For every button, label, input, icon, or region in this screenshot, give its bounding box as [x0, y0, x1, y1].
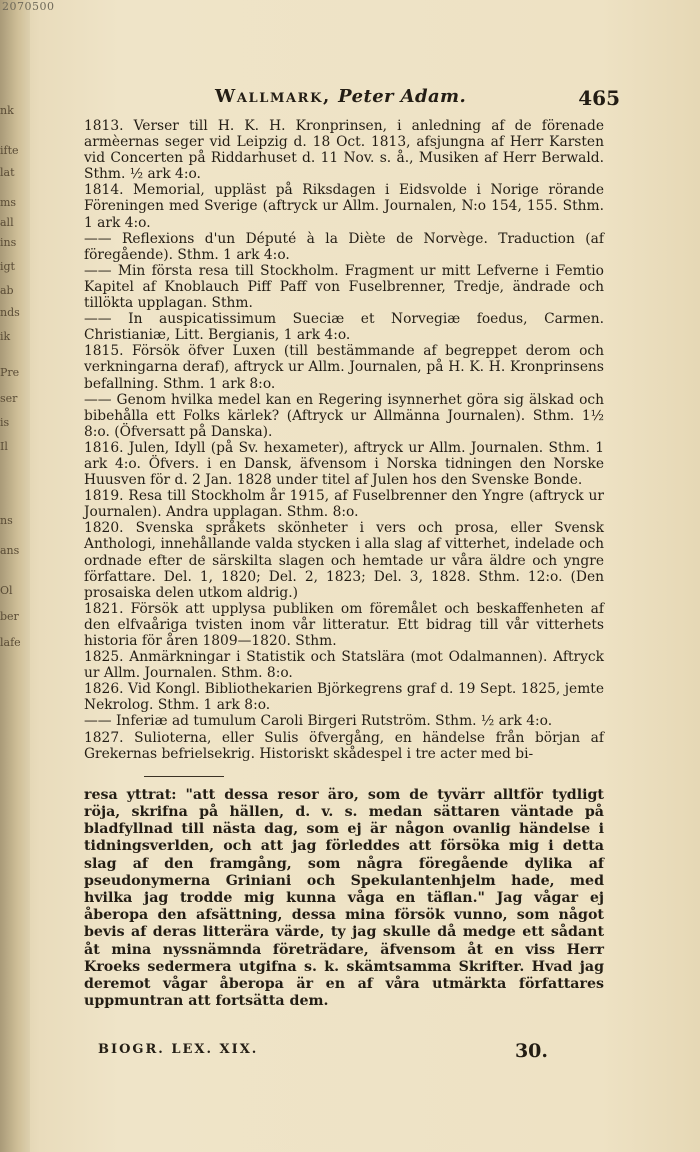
bleed-through-fragment: ns [0, 514, 13, 527]
bibliography-entry: —— Genom hvilka medel kan en Regering isynnerhet göra sig älskad och bibehålla ett Folks kärlek? (Aftryck ur Allmänna Journalen). Sthm. 1½ 8:o. (Öfversatt på Danska). [84, 391, 604, 440]
archive-stamp: 2070500 [2, 0, 55, 13]
bibliography-entry: —— Reflexions d'un Député à la Diète de Norvège. Traduction (af föregående). Sthm. 1 ark 4:o. [84, 230, 604, 263]
bleed-through-fragment: lat [0, 166, 15, 179]
bibliography-entry: —— Inferiæ ad tumulum Caroli Birgeri Rutström. Sthm. ½ ark 4:o. [84, 713, 553, 730]
bleed-through-fragment: is [0, 416, 10, 429]
bleed-through-fragment: ser [0, 392, 18, 405]
running-title [215, 86, 466, 107]
bibliography-entry: 1814. Memorial, uppläst på Riksdagen i Eidsvolde i Norige rörande Föreningen med Sverige (aftryck ur Allm. Journalen, N:o 154, 155. Sthm. 1 ark 4:o. [84, 182, 604, 231]
bleed-through-fragment: nds [0, 306, 20, 319]
bleed-through-fragment: ms [0, 196, 17, 209]
bleed-through-fragment: ik [0, 330, 11, 343]
signature-mark: BIOGR. LEX. XIX. [98, 1042, 259, 1057]
running-title-surname: Wallmark, [215, 86, 331, 107]
bibliography-entry: 1813. Verser till H. K. H. Kronprinsen, i anledning af de förenade armèernas seger vid Leipzig d. 18 Oct. 1813, afsjungna af Herr Karsten vid Concerten på Riddarhuset d. 11 Nov. s. å., Musiken af Herr Berwald. Sthm. ½ ark 4:o. [84, 118, 604, 183]
bleed-through-fragment: nk [0, 104, 14, 117]
bleed-through-fragment: Il [0, 440, 8, 453]
bleed-through-fragment: Ol [0, 584, 13, 597]
bleed-through-fragment: ifte [0, 144, 19, 157]
bibliography-list [84, 118, 604, 1010]
running-header [115, 86, 620, 112]
bleed-through-fragment: all [0, 216, 14, 229]
bibliography-entry: 1825. Anmärkningar i Statistik och Statslära (mot Odalmannen). Aftryck ur Allm. Journalen. Sthm. 8:o. [84, 649, 604, 682]
bibliography-entry: 1819. Resa till Stockholm år 1915, af Fuselbrenner den Yngre (aftryck ur Journalen). Andra upplagan. Sthm. 8:o. [84, 488, 604, 521]
page-number: 465 [578, 86, 620, 110]
bibliography-entry: —— Min första resa till Stockholm. Fragment ur mitt Lefverne i Femtio Kapitel af Knoblauch Piff Paff von Fuselbrenner, Tredje, ändrade och tillökta upplagan. Sthm. [84, 262, 604, 312]
bleed-through-fragment: Pre [0, 366, 20, 379]
footnote: resa yttrat: "att dessa resor äro, som de tyvärr alltför tydligt röja, skrifna på hällen, d. v. s. medan sättaren väntade på bladfyllnad till nästa dag, som ej är någon ovanlig händelse i tidningsverlden, och att jag förleddes att försöka mig i detta slag af den framgång, som några föregående dylika af pseudonymerna Griniani och Spekulantenhjelm hade, med hvilka jag trodde mig kunna våga en täflan." Jag vågar ej åberopa den afsättning, dessa mina försök vunno, som något bevis af deras litterära värde, ty jag skulle då medge ett sådant åt mina nyssnämnda företrädare, äfvensom åt en viss Herr Kroeks sedermera utgifna s. k. skämtsamma Skrifter. Hvad jag deremot vågar åberopa är en af våra utmärkta författares uppmuntran att fortsätta dem. [84, 786, 604, 1010]
bleed-through-fragment: ab [0, 284, 14, 297]
bleed-through-fragment: ber [0, 610, 19, 623]
bleed-through-fragment: lafe [0, 636, 21, 649]
bibliography-entry: 1827. Sulioterna, eller Sulis öfvergång, en händelse från början af Grekernas befrielsekrig. Historiskt skådespel i tre acter med bi- [84, 729, 604, 762]
bibliography-entry: 1820. Svenska språkets skönheter i vers och prosa, eller Svensk Anthologi, innehållande valda stycken i alla slag af vitterhet, indelade och ordnade efter de särskilta slagen och hemtade ur våra äldre och yngre författare. Del. 1, 1820; Del. 2, 1823; Del. 3, 1828. Sthm. 12:o. (Den prosaiska delen utkom aldrig.) [84, 520, 604, 601]
bibliography-entry: —— In auspicatissimum Sueciæ et Norvegiæ foedus, Carmen. Christianiæ, Litt. Bergianis, 1 ark 4:o. [84, 311, 604, 344]
signature-line [98, 1040, 598, 1066]
bleed-through-fragment: ins [0, 236, 17, 249]
signature-number: 30. [514, 1040, 548, 1062]
bibliography-entry: 1816. Julen, Idyll (på Sv. hexameter), aftryck ur Allm. Journalen. Sthm. 1 ark 4:o. Öfvers. i en Dansk, äfvensom i Norska tidningen den Norske Huusven för d. 2 Jan. 1828 under titel af Julen hos den Svenske Bonde. [84, 439, 604, 489]
bibliography-entry: 1826. Vid Kongl. Bibliothekarien Björkegrens graf d. 19 Sept. 1825, jemte Nekrolog. Sthm. 1 ark 8:o. [84, 681, 604, 714]
bleed-through-fragment: ans [0, 544, 20, 557]
footnote-separator [144, 776, 224, 777]
running-title-given-names: Peter Adam. [338, 86, 467, 107]
bibliography-entry: 1815. Försök öfver Luxen (till bestämmande af begreppet derom och verkningarna deraf), aftryck ur Allm. Journalen, på H. K. H. Kronprinsens befallning. Sthm. 1 ark 8:o. [84, 343, 604, 392]
bibliography-entry: 1821. Försök att upplysa publiken om föremålet och beskaffenheten af den elfvaåriga tvisten inom vår litteratur. Ett bidrag till vår vitterhets historia för åren 1809—1820. Sthm. [84, 600, 604, 649]
bleed-through-fragment: igt [0, 260, 15, 273]
